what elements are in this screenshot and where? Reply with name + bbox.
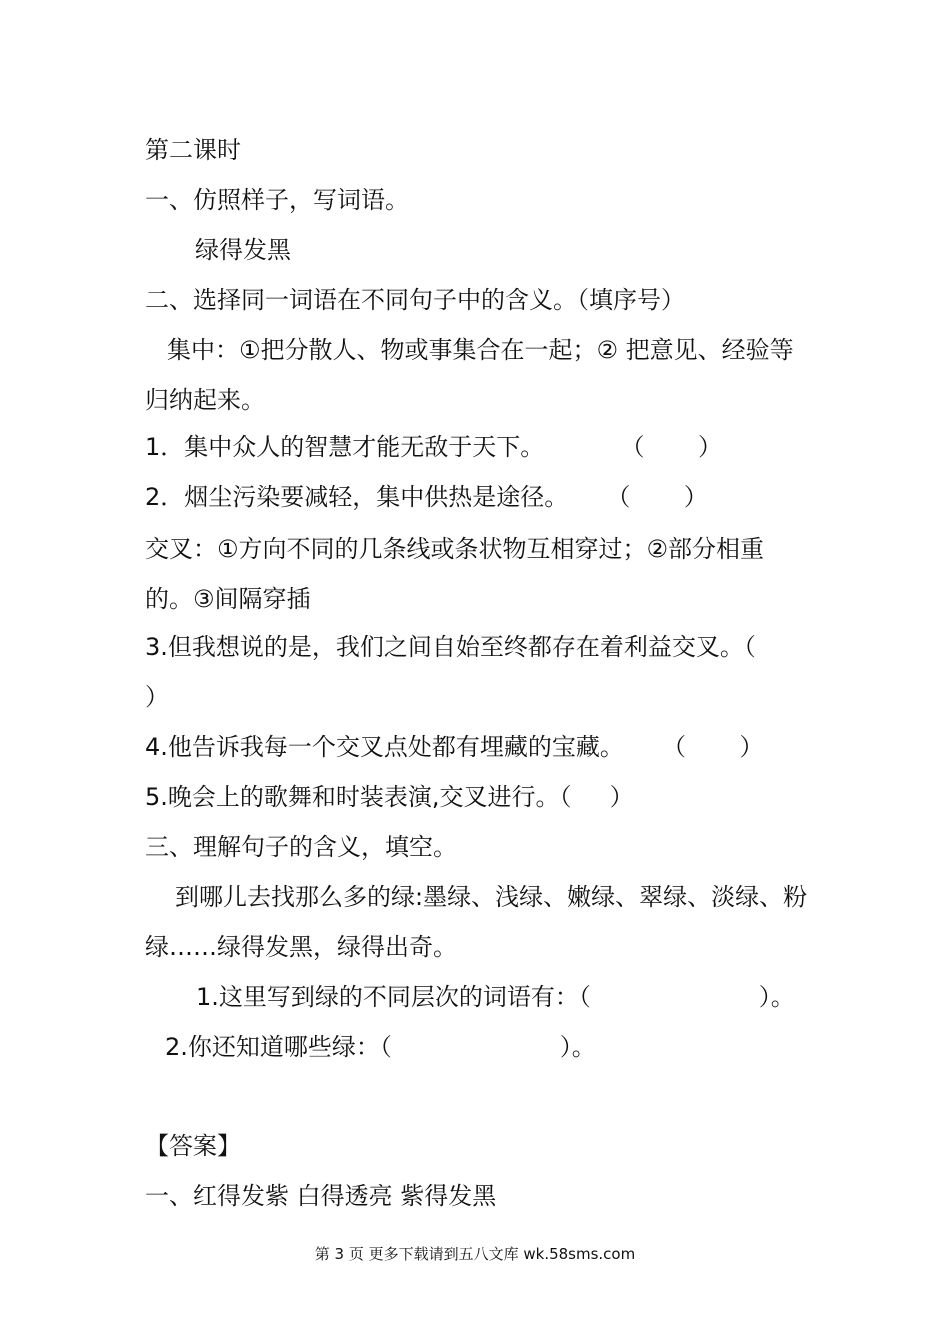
definition-jiaocha: 交叉：①方向不同的几条线或条状物互相穿过；②部分相重 [145, 535, 765, 563]
definition-jiaocha-cont: 的。③间隔穿插 [145, 585, 311, 613]
question-3: 3.但我想说的是，我们之间自始至终都存在着利益交叉。（ [145, 633, 756, 661]
passage-line-2: 绿……绿得发黑，绿得出奇。 [145, 933, 457, 961]
question-5: 5.晚会上的歌舞和时装表演,交叉进行。（ ） [145, 783, 634, 811]
question-2: 2．烟尘污染要减轻，集中供热是途径。 （ ） [145, 483, 708, 511]
section-two-heading: 二、选择同一词语在不同句子中的含义。（填序号） [145, 286, 685, 314]
page-footer: 第 3 页 更多下载请到五八文库 wk.58sms.com [314, 1245, 636, 1263]
fill-question-1: 1.这里写到绿的不同层次的词语有：（ ）。 [196, 983, 795, 1011]
example-word: 绿得发黑 [195, 236, 291, 264]
definition-jizhong-cont: 归纳起来。 [145, 386, 265, 414]
section-one-heading: 一、仿照样子，写词语。 [145, 186, 409, 214]
question-4: 4.他告诉我每一个交叉点处都有埋藏的宝藏。 （ ） [145, 733, 764, 761]
lesson-title: 第二课时 [145, 136, 241, 164]
question-3-cont: ） [145, 683, 169, 711]
fill-question-2: 2.你还知道哪些绿：（ ）。 [165, 1033, 596, 1061]
section-three-heading: 三、理解句子的含义，填空。 [145, 833, 457, 861]
passage-line-1: 到哪儿去找那么多的绿:墨绿、浅绿、嫩绿、翠绿、淡绿、粉 [175, 883, 808, 911]
question-1: 1．集中众人的智慧才能无敌于天下。 （ ） [145, 433, 722, 461]
answer-section-one: 一、红得发紫 白得透亮 紫得发黑 [145, 1182, 497, 1210]
definition-jizhong: 集中：①把分散人、物或事集合在一起；② 把意见、经验等 [167, 336, 794, 364]
answer-heading: 【答案】 [145, 1132, 241, 1160]
